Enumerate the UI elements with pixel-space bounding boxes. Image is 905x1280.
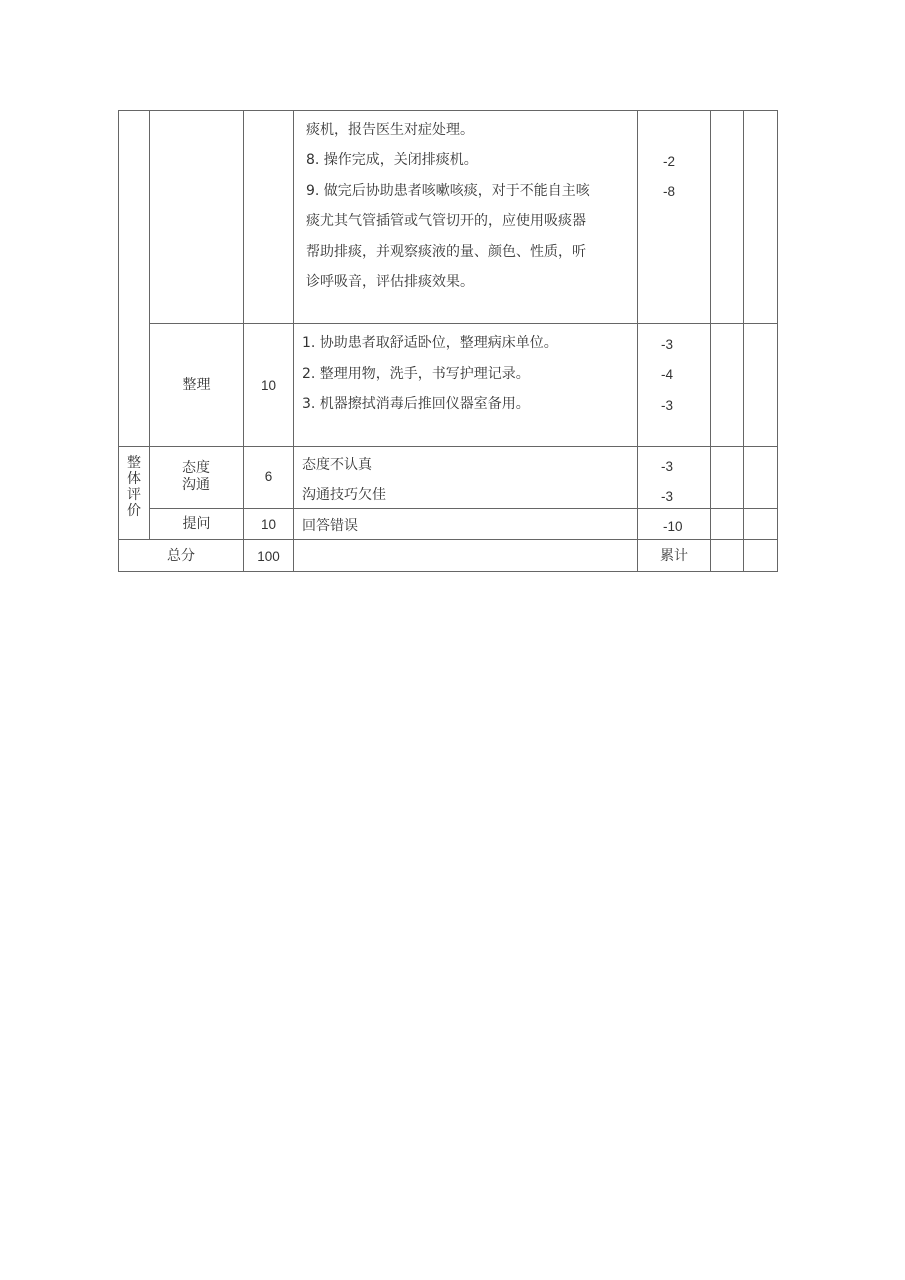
deduction-value: -10 [663,519,683,534]
deduction-value: -3 [661,337,674,352]
step-text-line: 8. 操作完成，关闭排痰机。 [306,152,478,168]
step-text-line: 诊呼吸音，评估排痰效果。 [306,274,474,290]
col-divider-3 [293,110,294,572]
deduction-value: -8 [663,184,676,199]
deduction-value: -2 [663,154,676,169]
col-divider-2 [243,110,244,572]
deduction-value: -3 [661,398,674,413]
table-border-left [118,110,119,572]
item-name-tidy: 整理 [182,377,211,393]
deduction-value: -4 [661,367,674,382]
row-divider-total [118,539,778,540]
item-score: 10 [260,378,277,393]
col-divider-5 [710,110,711,572]
step-text-line: 2. 整理用物，洗手，书写护理记录。 [302,366,530,382]
step-text-line: 帮助排痰，并观察痰液的量、颜色、性质，听 [306,244,586,260]
scoring-table [118,110,778,572]
total-score: 100 [257,549,280,564]
table-border-bottom [118,571,778,572]
criterion-text: 回答错误 [302,518,358,534]
table-border-right [777,110,778,572]
deduction-value: -3 [661,459,674,474]
deduction-value: -3 [661,489,674,504]
item-score: 10 [260,517,277,532]
criterion-text: 态度不认真 [302,457,372,473]
criterion-text: 沟通技巧欠佳 [302,487,386,503]
row-divider-overall [118,446,778,447]
col-divider-4 [637,110,638,572]
table-border-top [118,110,778,111]
total-label: 总分 [167,548,195,564]
step-text-line: 痰机，报告医生对症处理。 [306,122,474,138]
item-score: 6 [264,469,273,484]
col-divider-6 [743,110,744,572]
item-name-attitude: 态度沟通 [182,460,210,493]
step-text-line: 痰尤其气管插管或气管切开的，应使用吸痰器 [306,213,586,229]
item-name-questions: 提问 [182,516,211,532]
category-overall-evaluation: 整体评价 [127,455,141,519]
step-text-line: 9. 做完后协助患者咳嗽咳痰，对于不能自主咳 [306,183,590,199]
step-text-line: 3. 机器擦拭消毒后推回仪器室备用。 [302,396,530,412]
col-divider-1 [149,110,150,540]
step-text-line: 1. 协助患者取舒适卧位，整理病床单位。 [302,335,558,351]
cumulative-label: 累计 [660,548,688,564]
